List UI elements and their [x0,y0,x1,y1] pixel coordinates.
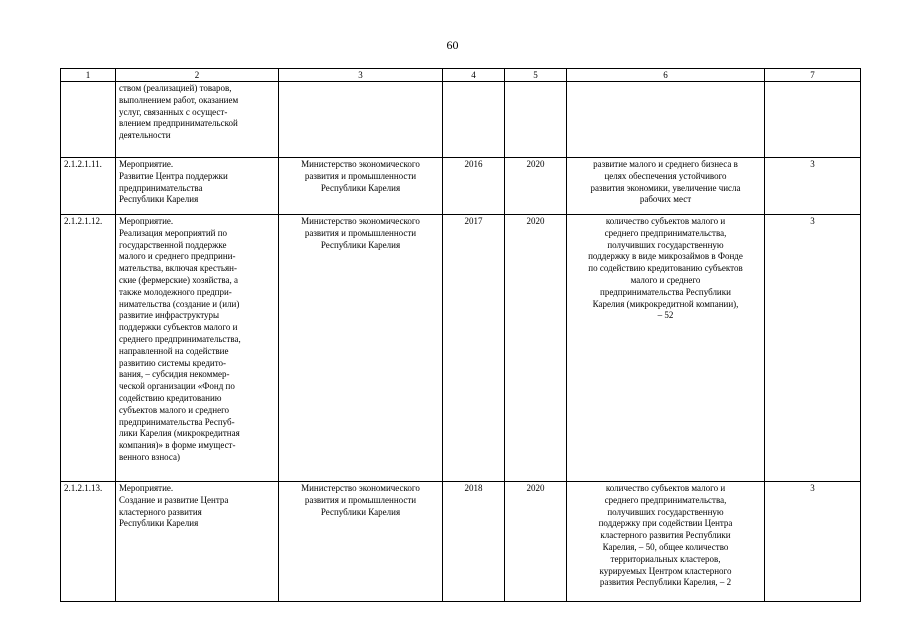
end-year: 2020 [505,482,567,602]
related-indicator: 3 [765,215,861,482]
row-number: 2.1.2.1.13. [61,482,116,602]
header-col-6: 6 [567,69,765,82]
end-year [505,82,567,158]
end-year: 2020 [505,215,567,482]
related-indicator: 3 [765,158,861,215]
start-year: 2017 [443,215,505,482]
expected-result [567,82,765,158]
end-year: 2020 [505,158,567,215]
header-col-1: 1 [61,69,116,82]
expected-result: количество субъектов малого и среднего предпринимательства, получивших государственную поддержку при содействии Центра кластерного развития Республики Карелия, – 50, общее количество территориальных кластеров, курируемых Центром кластерного развития Республики Карелия, – 2 [567,482,765,602]
header-col-3: 3 [279,69,443,82]
row-number: 2.1.2.1.11. [61,158,116,215]
table-header-row [61,69,861,82]
table-row [61,158,861,215]
related-indicator [765,82,861,158]
expected-result: количество субъектов малого и среднего предпринимательства, получивших государственную поддержку в виде микрозаймов в Фонде по содействию кредитованию субъектов малого и среднего предпринимательства Республики Карелия (микрокредитной компании), – 52 [567,215,765,482]
header-col-2: 2 [116,69,279,82]
header-col-5: 5 [505,69,567,82]
table-row [61,82,861,158]
executor: Министерство экономического развития и промышленности Республики Карелия [279,482,443,602]
row-number: 2.1.2.1.12. [61,215,116,482]
page-number: 60 [446,38,459,52]
measure-name: Мероприятие. Реализация мероприятий по государственной поддержке малого и среднего предприни- мательства, включая крестьян- ские (фермерские) хозяйства, а также молодежного предпри- нимательства (создание и (или) развитие инфраструктуры поддержки субъектов малого и среднего предпринимательства, направленной на содействие развитию системы кредито- вания, – субсидия некоммер- ческой организации «Фонд по содействию кредитованию субъектов малого и среднего предпринимательства Респуб- лики Карелия (микрокредитная компания)» в форме имущест- венного взноса) [116,215,279,482]
header-col-4: 4 [443,69,505,82]
measures-table [60,68,861,602]
related-indicator: 3 [765,482,861,602]
header-col-7: 7 [765,69,861,82]
start-year: 2016 [443,158,505,215]
measure-name: ством (реализацией) товаров, выполнением работ, оказанием услуг, связанных с осущест- влением предпринимательской деятельности [116,82,279,158]
measure-name: Мероприятие. Развитие Центра поддержки предпринимательства Республики Карелия [116,158,279,215]
executor [279,82,443,158]
start-year: 2018 [443,482,505,602]
measure-name: Мероприятие. Создание и развитие Центра кластерного развития Республики Карелия [116,482,279,602]
row-number [61,82,116,158]
expected-result: развитие малого и среднего бизнеса в целях обеспечения устойчивого развития экономики, увеличение числа рабочих мест [567,158,765,215]
start-year [443,82,505,158]
table-row [61,482,861,602]
executor: Министерство экономического развития и промышленности Республики Карелия [279,158,443,215]
executor: Министерство экономического развития и промышленности Республики Карелия [279,215,443,482]
table-row [61,215,861,482]
